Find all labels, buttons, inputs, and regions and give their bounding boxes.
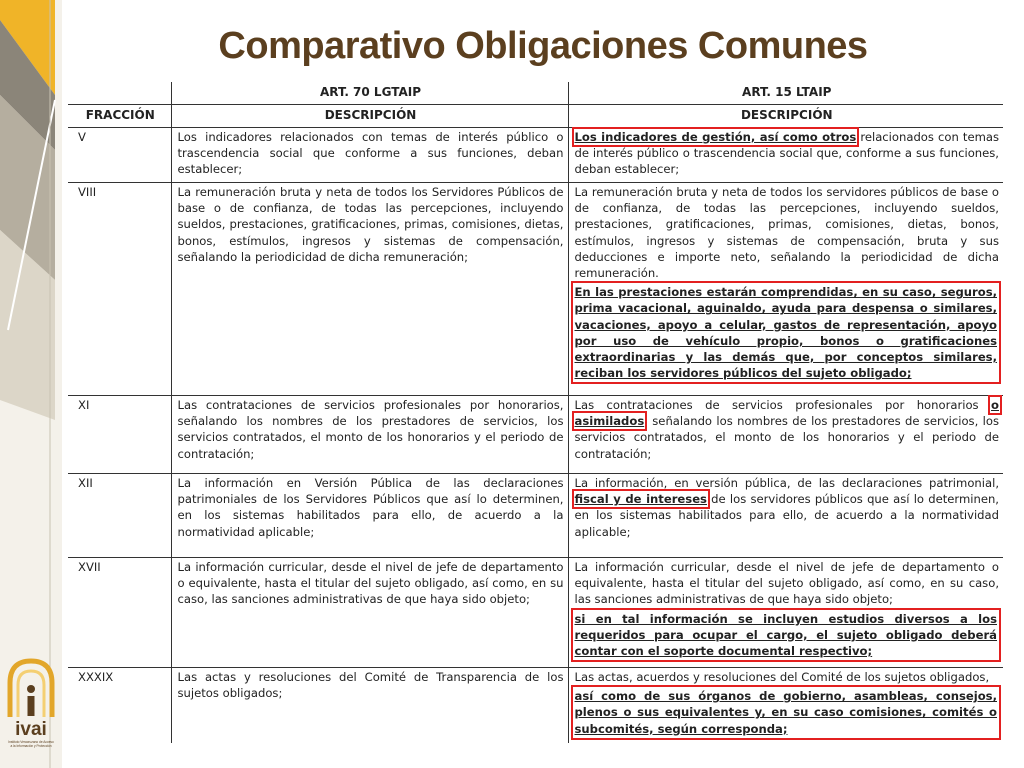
page-title: Comparativo Obligaciones Comunes <box>218 25 868 67</box>
decorative-side-shapes <box>0 0 62 768</box>
table-row <box>68 668 1003 743</box>
fraccion-cell: XVII <box>68 558 171 668</box>
fraccion-cell: VIII <box>68 183 171 396</box>
highlighted-change: Los indicadores de gestión, así como otros <box>574 130 857 144</box>
ltaip-description: Las contrataciones de servicios profesionales por honorarios o asimilados, señalando los nombres de los prestadores de servicios, los servicios contratados, el monto de los honorarios y el periodo de contratación; <box>568 396 1003 474</box>
highlighted-change: En las prestaciones estarán comprendidas, en su caso, seguros, prima vacacional, aguinaldo, ayuda para despensa o similares, vacaciones, apoyo a celular, gastos de representación, apoyo por uso de vehículo propio, bonos o gratificaciones extraordinarias y las demás que, por conceptos similares, reciban los servidores públicos del sujeto obligado; <box>571 281 1002 384</box>
lgtaip-description: La información curricular, desde el nivel de jefe de departamento o equivalente, hasta el titular del sujeto obligado, así como, en su caso, las sanciones administrativas de que haya sido objeto; <box>171 558 568 668</box>
highlighted-change: fiscal y de intereses <box>574 492 707 507</box>
header-fraccion: FRACCIÓN <box>68 105 171 128</box>
table-row <box>68 474 1003 558</box>
table-row <box>68 396 1003 474</box>
svg-text:a la Información y Protección: a la Información y Protección <box>10 744 52 748</box>
lgtaip-description: La información en Versión Pública de las declaraciones patrimoniales de los Servidores Públicos que así lo determinen, en los sistemas habilitados para ello, de acuerdo a la normatividad aplicable; <box>171 474 568 558</box>
fraccion-cell: XXXIX <box>78 670 114 684</box>
lgtaip-description: La remuneración bruta y neta de todos los Servidores Públicos de base o de confianza, de todas las percepciones, incluyendo sueldos, prestaciones, gratificaciones, primas, comisiones, dietas, bonos, estímulos, ingresos y sistemas de compensación, señalando la periodicidad de dicha remuneración; <box>171 183 568 396</box>
lgtaip-description: Los indicadores relacionados con temas de interés público o trascendencia social que conforme a sus funciones, deban establecer; <box>171 128 568 183</box>
fraccion-cell: V <box>68 128 171 183</box>
ltaip-description: La información curricular, desde el nivel de jefe de departamento o equivalente, hasta el titular del sujeto obligado, así como, en su caso, las sanciones administrativas de que haya sido objeto; si en tal información se incluyen estudios diversos a los requeridos para ocupar el cargo, el sujeto obligado deberá contar con el soporte documental respectivo; <box>568 558 1003 668</box>
lgtaip-description: Las actas y resoluciones del Comité de Transparencia de los sujetos obligados; <box>171 668 568 743</box>
ivai-logo <box>4 655 58 750</box>
header-art15: ART. 15 LTAIP <box>568 82 1003 105</box>
header-descripcion-right: DESCRIPCIÓN <box>568 105 1003 128</box>
header-art70: ART. 70 LGTAIP <box>171 82 568 105</box>
svg-text:Instituto Veracruzano de Acces: Instituto Veracruzano de Acceso <box>8 740 54 744</box>
ltaip-description: Los indicadores de gestión, así como otros relacionados con temas de interés público o trascendencia social que, conforme a sus funciones, deban establecer; <box>568 128 1003 183</box>
highlighted-change: o asimilados <box>574 398 999 429</box>
table-row <box>68 128 1003 183</box>
highlighted-change: si en tal información se incluyen estudios diversos a los requeridos para ocupar el cargo, el sujeto obligado deberá contar con el soporte documental respectivo; <box>571 608 1002 663</box>
ltaip-description: Las actas, acuerdos y resoluciones del Comité de los sujetos obligados, así como de sus órganos de gobierno, asambleas, consejos, plenos o sus equivalentes y, en su caso comisiones, comités o subcomités, según corresponda; <box>568 668 1003 743</box>
ltaip-description: La remuneración bruta y neta de todos los servidores públicos de base o de confianza, de todas las percepciones, incluyendo sueldos, prestaciones, gratificaciones, primas, comisiones, dietas, bonos, estímulos, ingresos y sistemas de compensación, bruta y sus deducciones e importe neto, señalando la periodicidad de dicha remuneración. En las prestaciones estarán comprendidas, en su caso, seguros, prima vacacional, aguinaldo, ayuda para despensa o similares, vacaciones, apoyo a celular, gastos de representación, apoyo por uso de vehículo propio, bonos o gratificaciones extraordinarias y las demás que, por conceptos similares, reciban los servidores públicos del sujeto obligado; <box>568 183 1003 396</box>
ltaip-description: La información, en versión pública, de las declaraciones patrimonial, fiscal y de intereses de los servidores públicos que así lo determinen, en los sistemas habilitados para ello, de acuerdo a la normatividad aplicable; <box>568 474 1003 558</box>
highlighted-change: así como de sus órganos de gobierno, asambleas, consejos, plenos o sus equivalentes y, en su caso comisiones, comités o subcomités, según corresponda; <box>571 685 1002 740</box>
fraccion-cell: XII <box>68 474 171 558</box>
fraccion-cell: XI <box>68 396 171 474</box>
svg-text:ivai: ivai <box>15 719 47 740</box>
table-row <box>68 558 1003 668</box>
lgtaip-description: Las contrataciones de servicios profesionales por honorarios, señalando los nombres de los prestadores de servicios, los servicios contratados, el monto de los honorarios y el periodo de contratación; <box>171 396 568 474</box>
header-descripcion-left: DESCRIPCIÓN <box>171 105 568 128</box>
comparison-table <box>68 82 1003 743</box>
table-row <box>68 183 1003 396</box>
